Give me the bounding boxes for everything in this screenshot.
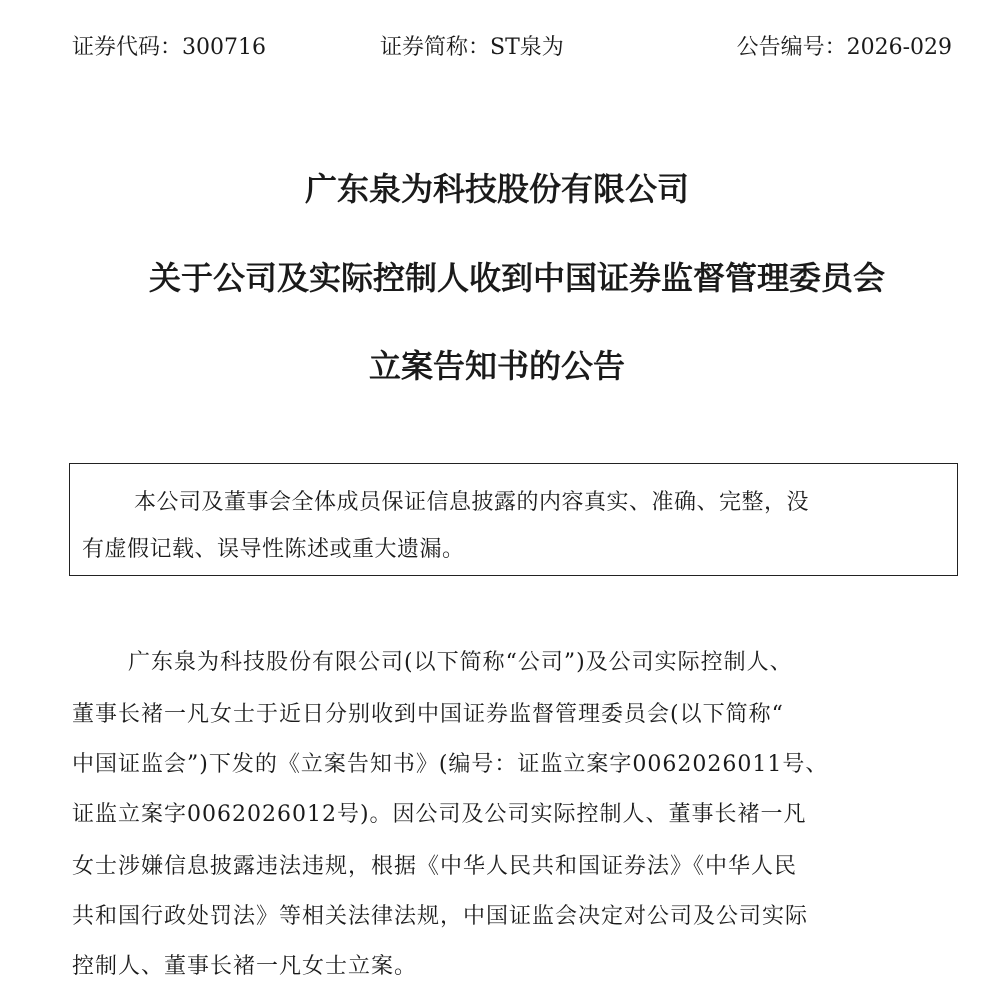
announcement-title-line-3: 立案告知书的公告	[368, 347, 625, 385]
body-line: 中国证监会”)下发的《立案告知书》(编号：证监立案字0062026011号、	[72, 752, 829, 777]
body-line: 董事长褚一凡女士于近日分别收到中国证券监督管理委员会(以下简称“	[72, 702, 784, 727]
announcement-header	[0, 30, 994, 66]
body-line: 控制人、董事长褚一凡女士立案。	[72, 954, 418, 979]
body-line: 共和国行政处罚法》等相关法律法规，中国证监会决定对公司及公司实际	[72, 904, 809, 929]
disclosure-statement-line: 有虚假记载、误导性陈述或重大遗漏。	[82, 537, 465, 562]
company-name-title: 广东泉为科技股份有限公司	[304, 170, 689, 208]
disclosure-statement-line: 本公司及董事会全体成员保证信息披露的内容真实、准确、完整，没	[134, 490, 810, 515]
announcement-title-line-2: 关于公司及实际控制人收到中国证券监督管理委员会	[148, 259, 885, 297]
disclosure-statement-box	[69, 463, 958, 576]
body-line: 证监立案字0062026012号)。因公司及公司实际控制人、董事长褚一凡	[72, 802, 807, 827]
stock-abbreviation: 证券简称：ST泉为	[380, 35, 564, 60]
body-line: 广东泉为科技股份有限公司(以下简称“公司”)及公司实际控制人、	[128, 650, 793, 675]
announcement-number: 公告编号：2026-029	[736, 35, 952, 60]
stock-code: 证券代码：300716	[72, 35, 266, 60]
body-line: 女士涉嫌信息披露违法违规，根据《中华人民共和国证券法》《中华人民	[72, 854, 798, 879]
